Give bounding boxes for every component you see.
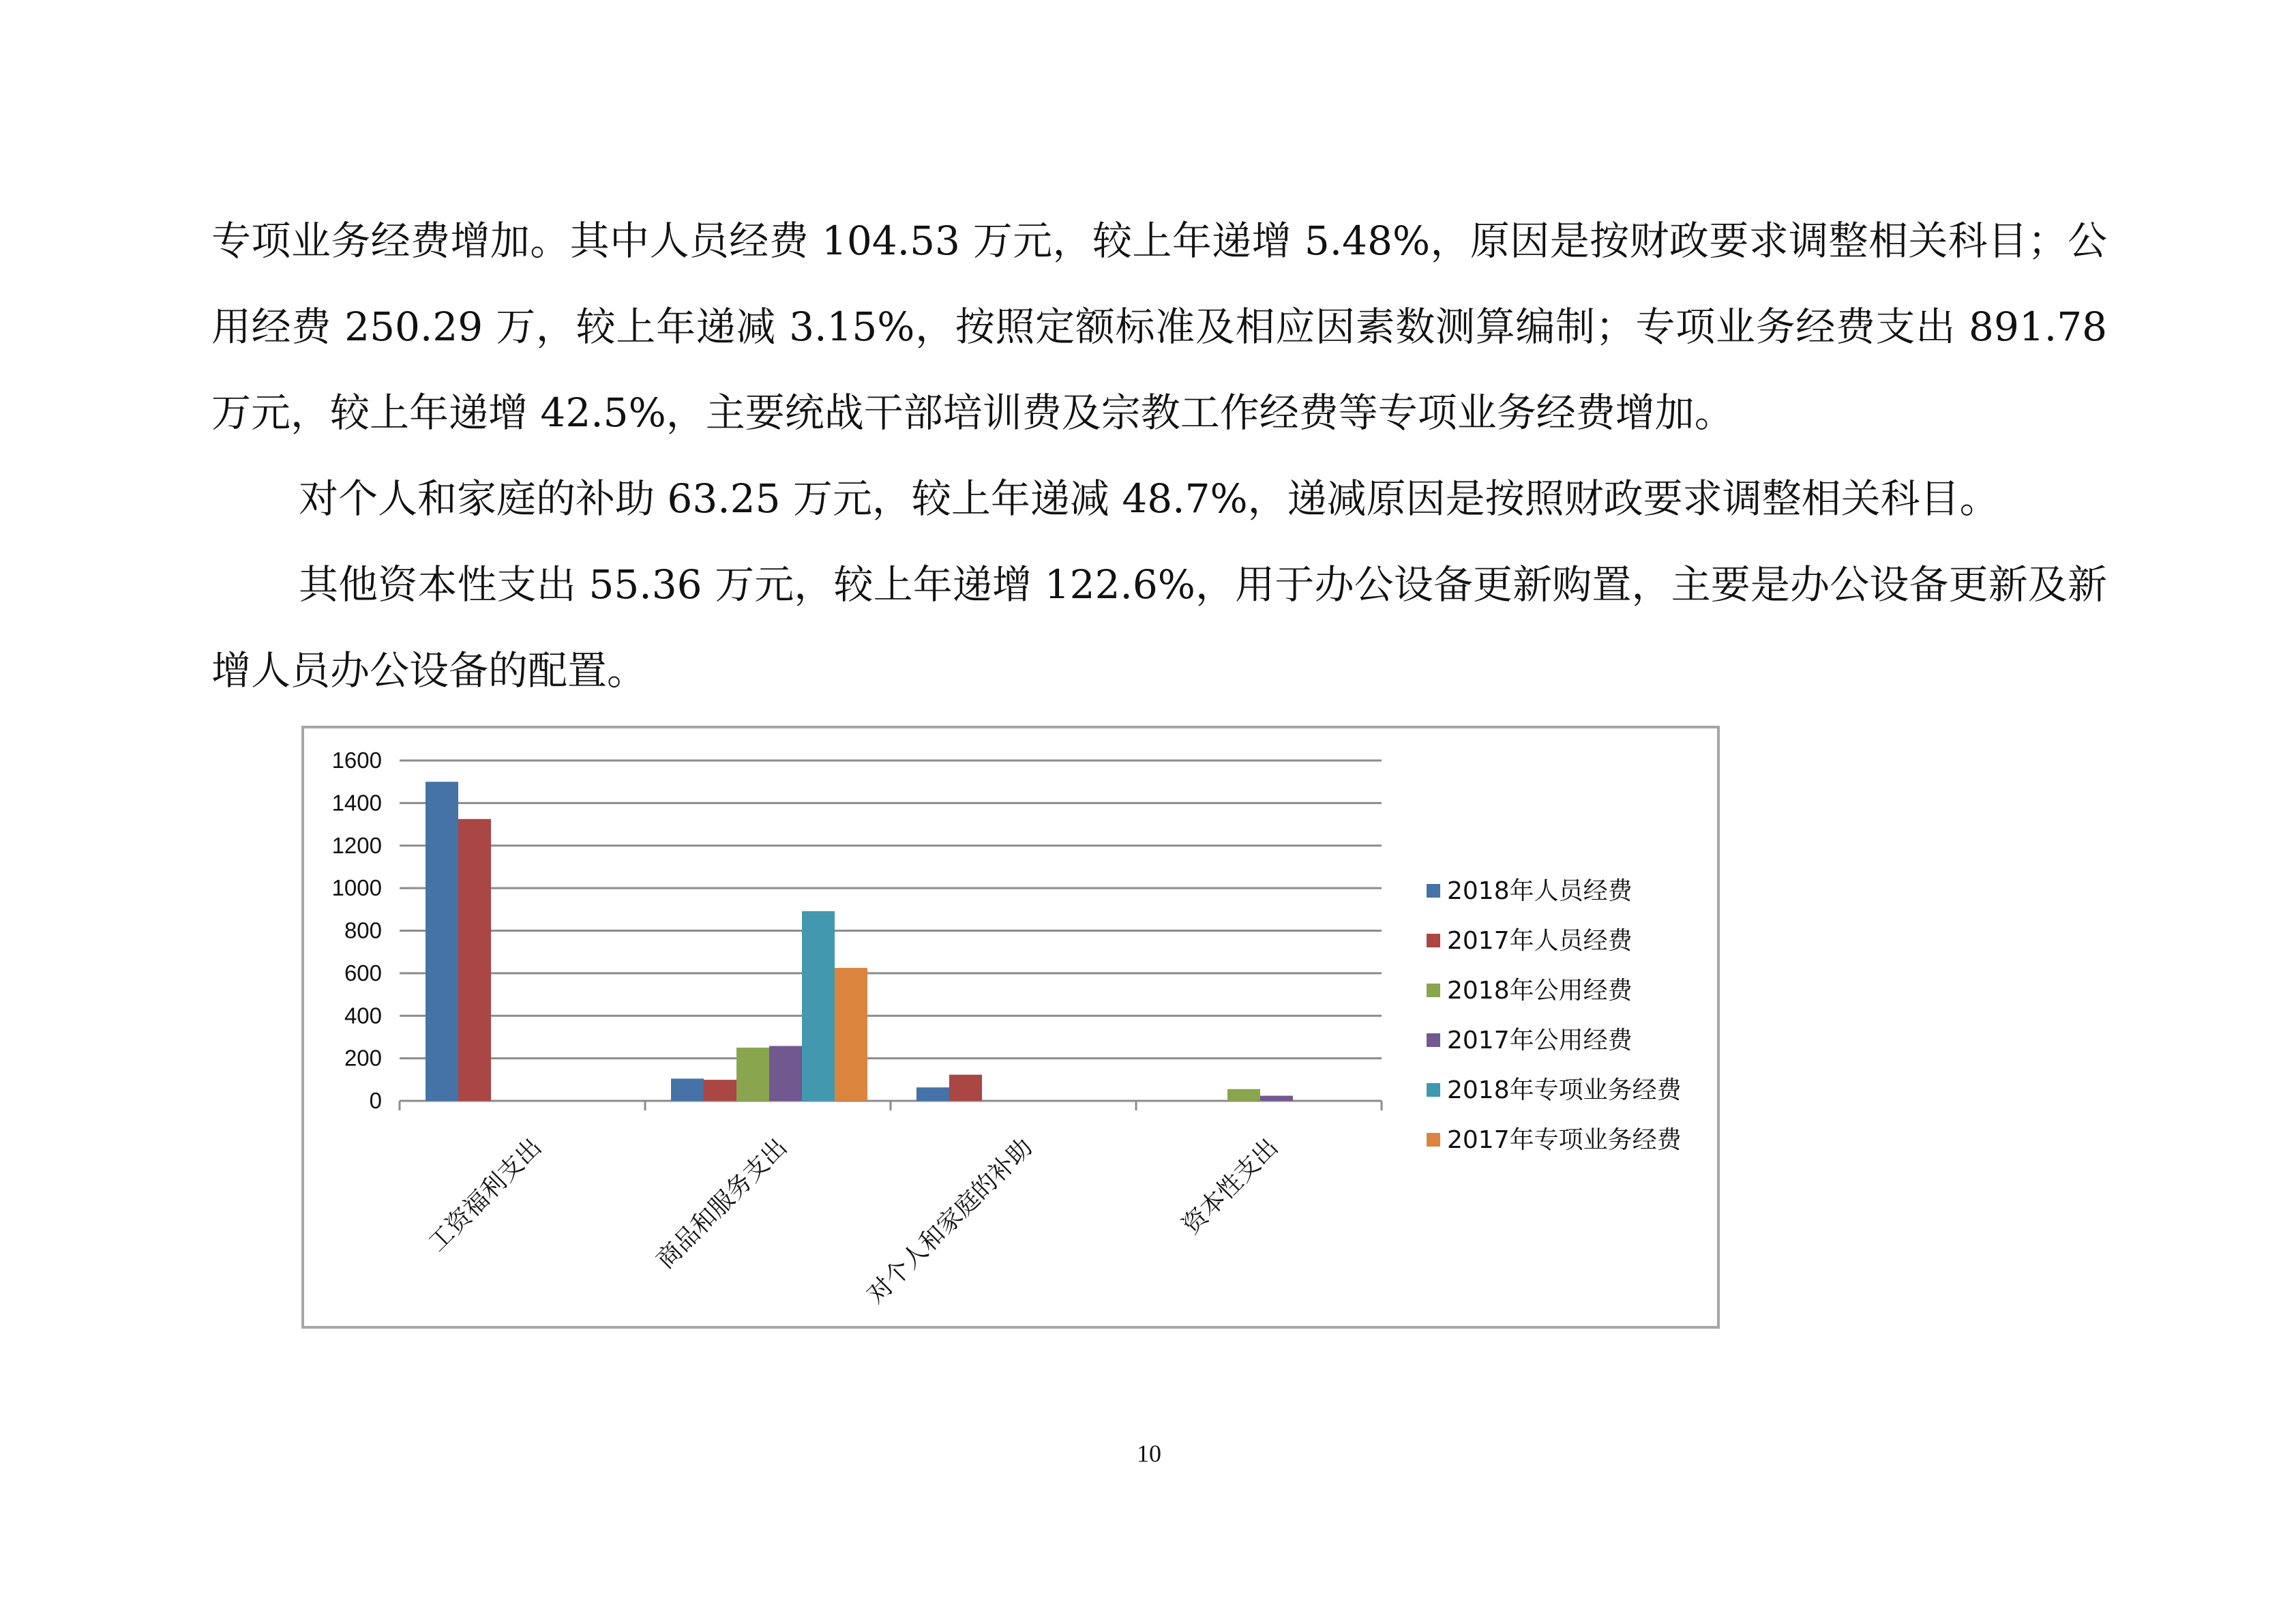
legend-swatch — [1427, 934, 1440, 947]
legend-label: 2018年专项业务经费 — [1447, 1076, 1682, 1104]
legend-swatch — [1427, 984, 1440, 997]
legend-swatch — [1427, 1033, 1440, 1047]
y-tick-label: 800 — [344, 917, 382, 943]
bar — [802, 911, 835, 1101]
page-number: 10 — [1137, 1440, 1161, 1467]
paragraph-1: 专项业务经费增加。其中人员经费 104.53 万元，较上年递增 5.48%，原因是按财政要求调整相关科目；公用经费 250.29 万，较上年递减 3.15%，按照定额标准及相应因素数测算编制；专项业务经费支出 891.78 万元，较上年递增 42.5%，主要统战干部培训费及宗教工作经费等专项业务经费增加。 — [211, 218, 2107, 436]
bar — [769, 1046, 802, 1101]
y-tick-label: 200 — [344, 1045, 382, 1071]
category-label: 商品和服务支出 — [651, 1133, 793, 1275]
legend-label: 2017年专项业务经费 — [1447, 1126, 1682, 1154]
bar — [736, 1048, 769, 1101]
legend-label: 2017年人员经费 — [1447, 927, 1632, 955]
bar — [835, 968, 867, 1101]
y-tick-label: 1200 — [331, 832, 382, 858]
y-tick-label: 1000 — [331, 875, 382, 901]
bar — [426, 782, 458, 1101]
legend-label: 2018年人员经费 — [1447, 877, 1632, 905]
bar — [1227, 1089, 1260, 1101]
bar — [458, 819, 491, 1101]
y-tick-label: 400 — [344, 1003, 382, 1029]
paragraph-2: 对个人和家庭的补助 63.25 万元，较上年递减 48.7%，递减原因是按照财政要求调整相关科目。 — [299, 475, 1999, 522]
bar — [949, 1075, 982, 1101]
chart-svg — [304, 728, 1717, 1326]
legend-swatch — [1427, 884, 1440, 898]
legend-label: 2017年公用经费 — [1447, 1027, 1632, 1054]
expenditure-bar-chart — [301, 726, 1720, 1329]
category-label: 资本性支出 — [1177, 1133, 1284, 1240]
y-tick-label: 1600 — [331, 748, 382, 773]
y-tick-label: 600 — [344, 960, 382, 986]
bar — [704, 1080, 736, 1101]
legend-label: 2018年公用经费 — [1447, 977, 1632, 1005]
y-tick-label: 1400 — [331, 790, 382, 816]
y-tick-label: 0 — [369, 1088, 382, 1113]
bar — [671, 1078, 704, 1101]
legend-swatch — [1427, 1083, 1440, 1097]
bar — [916, 1087, 949, 1101]
category-label: 工资福利支出 — [423, 1133, 548, 1258]
legend-swatch — [1427, 1133, 1440, 1147]
bar — [1260, 1096, 1293, 1101]
category-label: 对个人和家庭的补助 — [862, 1133, 1039, 1310]
paragraph-3: 其他资本性支出 55.36 万元，较上年递增 122.6%，用于办公设备更新购置，主要是办公设备更新及新增人员办公设备的配置。 — [211, 561, 2107, 694]
